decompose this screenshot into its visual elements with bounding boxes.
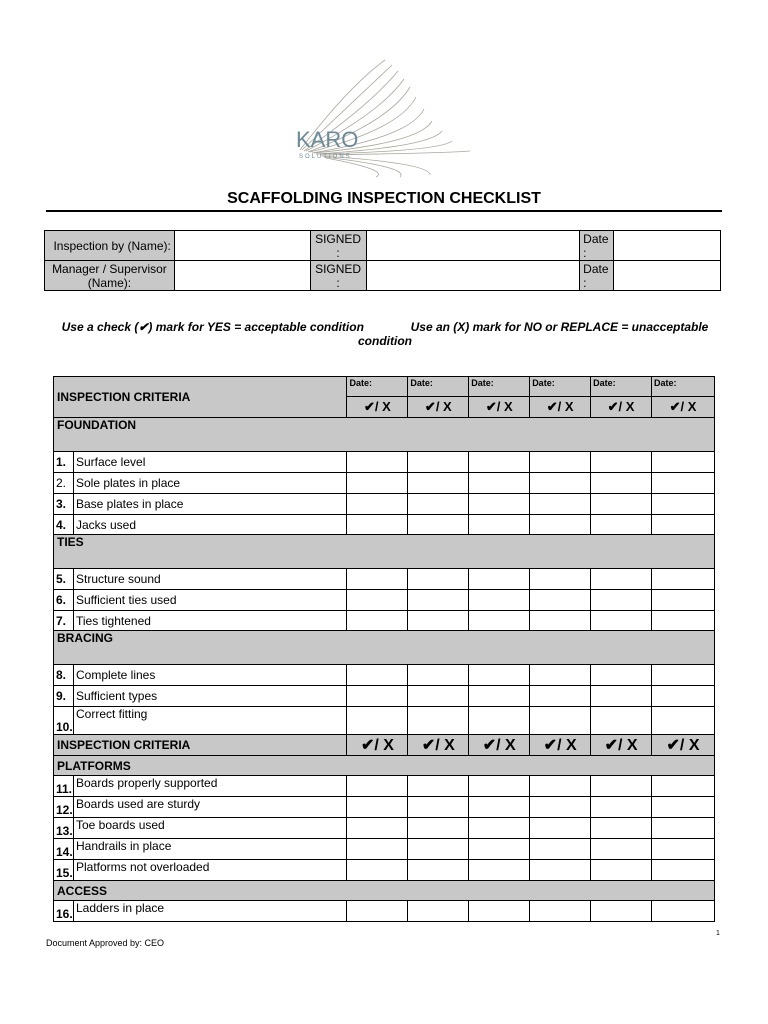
mark-cell[interactable] [408, 569, 469, 590]
check-mark-header: ✔/ X [469, 397, 530, 418]
item-text: Toe boards used [73, 818, 346, 839]
mark-cell[interactable] [652, 473, 715, 494]
mark-cell[interactable] [347, 665, 408, 686]
mark-cell[interactable] [591, 569, 652, 590]
date-label: Date: [652, 377, 715, 397]
item-text: Sole plates in place [73, 473, 346, 494]
mark-cell[interactable] [652, 515, 715, 535]
mark-cell[interactable] [408, 590, 469, 611]
mark-cell[interactable] [591, 707, 652, 735]
date-label: Date: [591, 377, 652, 397]
mark-cell[interactable] [652, 494, 715, 515]
date-label: Date: [408, 377, 469, 397]
mark-cell[interactable] [469, 776, 530, 797]
mark-cell[interactable] [530, 818, 591, 839]
mark-cell[interactable] [347, 452, 408, 473]
date-label: Date: [469, 377, 530, 397]
header-row-dates [54, 377, 715, 397]
mark-cell[interactable] [408, 860, 469, 881]
mark-cell[interactable] [469, 818, 530, 839]
criteria-header: INSPECTION CRITERIA [54, 377, 347, 418]
item-text: Boards properly supported [73, 776, 346, 797]
mark-cell[interactable] [408, 707, 469, 735]
logo-tagline: SOLUTIONS [299, 154, 352, 160]
mark-cell[interactable] [530, 665, 591, 686]
mark-cell[interactable] [408, 686, 469, 707]
mark-cell[interactable] [530, 611, 591, 631]
instructions [60, 320, 710, 348]
item-number: 7. [54, 611, 74, 631]
section-row-platforms [54, 756, 715, 776]
mark-cell[interactable] [530, 494, 591, 515]
mark-cell[interactable] [591, 611, 652, 631]
mark-cell[interactable] [347, 707, 408, 735]
mark-cell[interactable] [469, 473, 530, 494]
mark-cell[interactable] [347, 590, 408, 611]
section-row-ties [54, 535, 715, 569]
item-number: 11. [54, 776, 74, 797]
item-text: Platforms not overloaded [73, 860, 346, 881]
criteria-header-repeat: INSPECTION CRITERIA [54, 735, 347, 756]
mark-cell[interactable] [652, 860, 715, 881]
item-number: 10. [54, 707, 74, 735]
item-text: Base plates in place [73, 494, 346, 515]
title-divider [46, 210, 722, 212]
manager-name-label: Manager / Supervisor (Name): [45, 261, 175, 291]
mark-cell[interactable] [347, 776, 408, 797]
table-row [54, 494, 715, 515]
mark-cell[interactable] [652, 818, 715, 839]
section-foundation: FOUNDATION [54, 418, 715, 452]
manager-date-label: Date : [580, 261, 614, 291]
check-mark-header: ✔/ X [652, 735, 715, 756]
table-row [54, 665, 715, 686]
mark-cell[interactable] [530, 839, 591, 860]
manager-signed-label: SIGNED : [310, 261, 366, 291]
check-mark-header: ✔/ X [469, 735, 530, 756]
mark-cell[interactable] [347, 569, 408, 590]
item-text: Surface level [73, 452, 346, 473]
inspector-date-label: Date : [580, 231, 614, 261]
mark-cell[interactable] [652, 590, 715, 611]
inspector-date-field[interactable] [614, 231, 721, 261]
check-mark-header: ✔/ X [347, 397, 408, 418]
mark-cell[interactable] [652, 776, 715, 797]
mark-cell[interactable] [652, 611, 715, 631]
mark-cell[interactable] [591, 686, 652, 707]
karo-solutions-logo [280, 55, 480, 180]
mark-cell[interactable] [469, 707, 530, 735]
mark-cell[interactable] [408, 494, 469, 515]
inspector-name-label: Inspection by (Name): [45, 231, 175, 261]
table-row [54, 473, 715, 494]
mark-cell[interactable] [591, 797, 652, 818]
item-text: Sufficient ties used [73, 590, 346, 611]
item-text: Ladders in place [73, 901, 346, 922]
table-row [54, 776, 715, 797]
mark-cell[interactable] [530, 473, 591, 494]
footer-approval: Document Approved by: CEO [46, 938, 165, 948]
mark-cell[interactable] [347, 473, 408, 494]
item-number: 1. [54, 452, 74, 473]
item-text: Boards used are sturdy [73, 797, 346, 818]
section-row-foundation [54, 418, 715, 452]
table-row [54, 452, 715, 473]
mark-cell[interactable] [408, 611, 469, 631]
mark-cell[interactable] [591, 494, 652, 515]
mark-cell[interactable] [591, 839, 652, 860]
inspector-name-field[interactable] [174, 231, 310, 261]
inspector-signed-label: SIGNED : [310, 231, 366, 261]
item-text: Jacks used [73, 515, 346, 535]
inspector-signature-field[interactable] [366, 231, 580, 261]
mark-cell[interactable] [469, 569, 530, 590]
item-text: Structure sound [73, 569, 346, 590]
mark-cell[interactable] [591, 901, 652, 922]
item-text: Complete lines [73, 665, 346, 686]
date-label: Date: [530, 377, 591, 397]
mark-cell[interactable] [652, 839, 715, 860]
instruction-no: Use an (X) mark for NO or REPLACE = unacceptable condition [358, 320, 709, 348]
mark-cell[interactable] [408, 797, 469, 818]
item-number: 6. [54, 590, 74, 611]
mark-cell[interactable] [530, 590, 591, 611]
mark-cell[interactable] [469, 665, 530, 686]
item-text: Ties tightened [73, 611, 346, 631]
check-mark-header: ✔/ X [591, 735, 652, 756]
mark-cell[interactable] [652, 707, 715, 735]
mark-cell[interactable] [347, 611, 408, 631]
check-mark-header: ✔/ X [408, 397, 469, 418]
mark-cell[interactable] [347, 515, 408, 535]
signature-table [44, 230, 721, 291]
mark-cell[interactable] [469, 901, 530, 922]
checklist-table [53, 376, 715, 922]
mark-cell[interactable] [591, 776, 652, 797]
table-row [54, 686, 715, 707]
inspector-row [45, 231, 721, 261]
instruction-yes: Use a check (✔) mark for YES = acceptable condition [61, 320, 364, 334]
section-access: ACCESS [54, 881, 715, 901]
mark-cell[interactable] [591, 860, 652, 881]
mark-cell[interactable] [591, 473, 652, 494]
section-ties: TIES [54, 535, 715, 569]
mark-cell[interactable] [652, 452, 715, 473]
manager-signature-field[interactable] [366, 261, 580, 291]
item-number: 13. [54, 818, 74, 839]
check-mark-header: ✔/ X [408, 735, 469, 756]
repeat-header-row [54, 735, 715, 756]
mark-cell[interactable] [469, 860, 530, 881]
mark-cell[interactable] [591, 452, 652, 473]
mark-cell[interactable] [591, 665, 652, 686]
mark-cell[interactable] [469, 839, 530, 860]
mark-cell[interactable] [652, 569, 715, 590]
mark-cell[interactable] [469, 611, 530, 631]
mark-cell[interactable] [347, 686, 408, 707]
mark-cell[interactable] [408, 818, 469, 839]
table-row [54, 707, 715, 735]
mark-cell[interactable] [652, 797, 715, 818]
table-row [54, 569, 715, 590]
check-mark-header: ✔/ X [652, 397, 715, 418]
table-row [54, 797, 715, 818]
mark-cell[interactable] [408, 839, 469, 860]
item-number: 5. [54, 569, 74, 590]
table-row [54, 901, 715, 922]
section-row-access [54, 881, 715, 901]
mark-cell[interactable] [530, 797, 591, 818]
mark-cell[interactable] [347, 839, 408, 860]
item-text: Correct fitting [73, 707, 346, 735]
mark-cell[interactable] [530, 707, 591, 735]
mark-cell[interactable] [530, 860, 591, 881]
item-text: Sufficient types [73, 686, 346, 707]
check-mark-header: ✔/ X [530, 735, 591, 756]
mark-cell[interactable] [347, 494, 408, 515]
mark-cell[interactable] [469, 797, 530, 818]
item-number: 8. [54, 665, 74, 686]
table-row [54, 818, 715, 839]
mark-cell[interactable] [408, 452, 469, 473]
mark-cell[interactable] [408, 515, 469, 535]
mark-cell[interactable] [530, 452, 591, 473]
item-number: 16. [54, 901, 74, 922]
check-mark-header: ✔/ X [530, 397, 591, 418]
mark-cell[interactable] [408, 776, 469, 797]
item-number: 2. [54, 473, 74, 494]
mark-cell[interactable] [408, 901, 469, 922]
mark-cell[interactable] [530, 686, 591, 707]
mark-cell[interactable] [591, 590, 652, 611]
manager-date-field[interactable] [614, 261, 721, 291]
mark-cell[interactable] [469, 686, 530, 707]
mark-cell[interactable] [530, 569, 591, 590]
mark-cell[interactable] [530, 901, 591, 922]
table-row [54, 611, 715, 631]
manager-row [45, 261, 721, 291]
section-row-bracing [54, 631, 715, 665]
table-row [54, 515, 715, 535]
mark-cell[interactable] [408, 665, 469, 686]
mark-cell[interactable] [347, 818, 408, 839]
mark-cell[interactable] [469, 515, 530, 535]
item-number: 9. [54, 686, 74, 707]
mark-cell[interactable] [408, 473, 469, 494]
mark-cell[interactable] [652, 665, 715, 686]
mark-cell[interactable] [469, 494, 530, 515]
date-label: Date: [347, 377, 408, 397]
page-title: SCAFFOLDING INSPECTION CHECKLIST [227, 190, 541, 207]
mark-cell[interactable] [591, 515, 652, 535]
section-platforms: PLATFORMS [54, 756, 715, 776]
item-number: 12. [54, 797, 74, 818]
mark-cell[interactable] [530, 776, 591, 797]
mark-cell[interactable] [347, 860, 408, 881]
item-number: 14. [54, 839, 74, 860]
table-row [54, 839, 715, 860]
mark-cell[interactable] [530, 515, 591, 535]
manager-name-field[interactable] [174, 261, 310, 291]
logo-wordmark: KARO [296, 127, 359, 152]
mark-cell[interactable] [347, 901, 408, 922]
mark-cell[interactable] [652, 686, 715, 707]
item-number: 15. [54, 860, 74, 881]
mark-cell[interactable] [469, 590, 530, 611]
mark-cell[interactable] [347, 797, 408, 818]
table-row [54, 860, 715, 881]
section-bracing: BRACING [54, 631, 715, 665]
check-mark-header: ✔/ X [347, 735, 408, 756]
check-mark-header: ✔/ X [591, 397, 652, 418]
mark-cell[interactable] [652, 901, 715, 922]
mark-cell[interactable] [469, 452, 530, 473]
table-row [54, 590, 715, 611]
item-text: Handrails in place [73, 839, 346, 860]
item-number: 3. [54, 494, 74, 515]
page-number: 1 [716, 930, 720, 937]
mark-cell[interactable] [591, 818, 652, 839]
item-number: 4. [54, 515, 74, 535]
